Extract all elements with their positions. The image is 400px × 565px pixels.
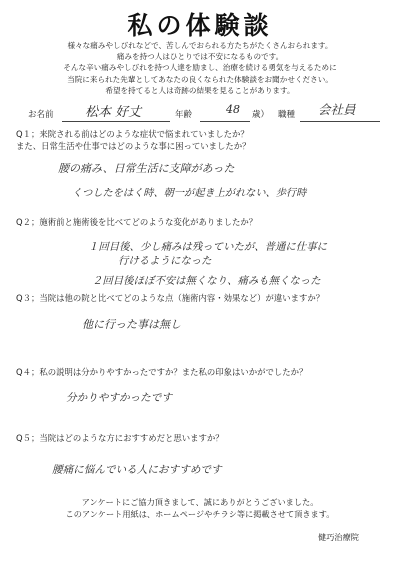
clinic-name: 健巧治療院	[318, 532, 359, 542]
answer-1-line-1: 腰の痛み、日常生活に支障があった	[58, 162, 235, 175]
answer-4-line-1: 分かりやすかったです	[66, 392, 172, 404]
footer-text	[40, 497, 360, 520]
age-value: 48	[226, 103, 240, 116]
footer-line: このアンケート用紙は、ホームページやチラシ等に掲載させて頂きます。	[65, 508, 335, 519]
page-title: 私の体験談	[127, 11, 273, 40]
question-3	[16, 292, 324, 304]
intro-text	[18, 40, 382, 96]
age-underline	[200, 121, 250, 122]
question-4-line-1: Q４；私の説明は分かりやすかったですか？また私の印象はいかがでしたか？	[16, 367, 308, 377]
intro-line: 痛みを持つ人はひとりでは不安になるものです。	[116, 52, 284, 62]
question-2-line-1: Q２；施術前と施術後を比べてどのような変化がありましたか？	[16, 217, 258, 227]
question-1	[16, 128, 251, 152]
intro-line: 希望を持てると人は奇跡の結果を見ることがあります。	[105, 85, 295, 95]
answer-2-line-1: １回目後、少し痛みは残っていたが、普通に仕事に	[88, 241, 327, 253]
age-unit: 歳）	[252, 110, 270, 120]
age-label: 年齢	[175, 110, 193, 120]
question-2	[16, 216, 257, 228]
question-1-line-1: Q１；来院される前はどのような症状で悩まれていましたか？	[16, 129, 249, 139]
answer-2-line-3: ２回目後ほぼ不安は無くなり、痛みも無くなった	[92, 275, 321, 287]
job-value: 会社員	[318, 102, 356, 117]
question-1-line-2: また、日常生活や仕事ではどのような事に困っていましたか？	[16, 141, 251, 151]
job-underline	[300, 121, 380, 122]
footer-line: アンケートにご協力頂きまして、誠にありがとうございました。	[81, 497, 319, 507]
question-5-line-1: Q５；当院はどのような方におすすめだと思いますか？	[16, 433, 224, 443]
name-label: お名前	[28, 110, 54, 120]
intro-line: 様々な痛みやしびれなどで、苦しんでおられる方たちがたくさんおられます。	[67, 41, 333, 50]
name-value: 松本 好丈	[85, 105, 142, 120]
answer-1-line-2: くつしたをはく時、朝一が起き上がれない、歩行時	[72, 188, 307, 199]
question-5	[16, 432, 224, 444]
answer-2-line-2: 行けるようになった	[118, 255, 212, 267]
name-underline	[62, 121, 170, 122]
answer-3-line-1: 他に行った事は無し	[82, 318, 181, 331]
answer-5-line-1: 腰痛に悩んでいる人におすすめです	[52, 464, 222, 476]
question-4	[16, 366, 307, 378]
question-3-line-1: Q３；当院は他の院と比べてどのような点（施術内容・効果など）が違いますか？	[16, 293, 325, 303]
intro-line: そんな辛い痛みやしびれを持つ人達を励まし、治療を続ける勇気を与えるために	[63, 63, 337, 73]
intro-line: 当院に来られた先輩としてあなたの良くなられた体験談をお聞かせください。	[67, 74, 333, 84]
job-label: 職種	[278, 110, 296, 120]
